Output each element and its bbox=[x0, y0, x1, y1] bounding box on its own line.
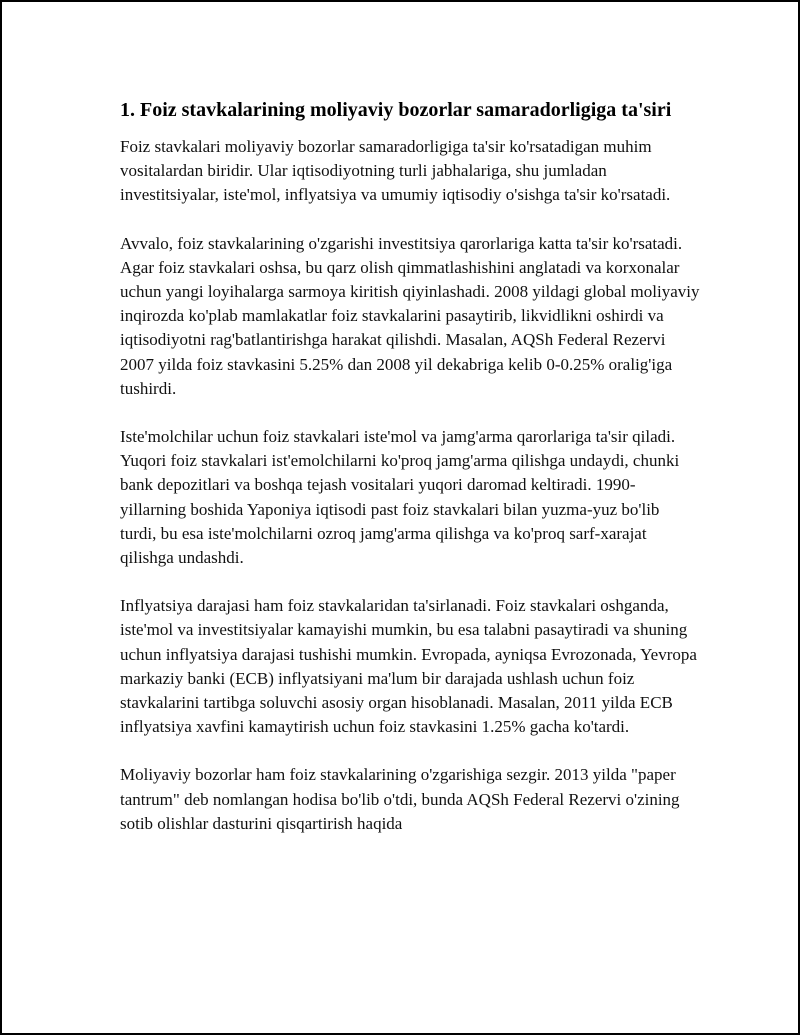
paragraph-markets: Moliyaviy bozorlar ham foiz stavkalarining o'zgarishiga sezgir. 2013 yilda "paper tantrum" deb nomlangan hodisa bo'lib o'tdi, bunda AQSh Federal Rezervi o'zining sotib olishlar dasturini qisqartirish haqida bbox=[120, 765, 680, 833]
paragraph-investment: Avvalo, foiz stavkalarining o'zgarishi investitsiya qarorlariga katta ta'sir ko'rsatadi. Agar foiz stavkalari oshsa, bu qarz olish qimmatlashishini anglatadi va korxonalar uchun yangi loyihalarga sarmoya kiritish qiyinlashadi. 2008 yildagi global moliyaviy inqirozda ko'plab mamlakatlar foiz stavkalarini pasaytirib, likvidlikni oshirdi va iqtisodiyotni rag'batlantirishga harakat qilishdi. Masalan, AQSh Federal Rezervi 2007 yilda foiz stavkasini 5.25% dan 2008 yil dekabriga kelib 0-0.25% oralig'iga tushirdi. bbox=[120, 233, 700, 398]
paragraph-inflation: Inflyatsiya darajasi ham foiz stavkalaridan ta'sirlanadi. Foiz stavkalari oshganda, iste'mol va investitsiyalar kamayishi mumkin, bu esa talabni pasaytiradi va shuning uchun inflyatsiya darajasi tushishi mumkin. Evropada, ayniqsa Evrozonada, Yevropa markaziy banki (ECB) inflyatsiyani ma'lum bir darajada ushlash uchun foiz stavkalarini tartibga soluvchi asosiy organ hisoblanadi. Masalan, 2011 yilda ECB inflyatsiya xavfini kamaytirish uchun foiz stavkasini 1.25% gacha ko'tardi. bbox=[120, 596, 697, 737]
paragraph-intro: Foiz stavkalari moliyaviy bozorlar samaradorligiga ta'sir ko'rsatadigan muhim vositalardan biridir. Ular iqtisodiyotning turli jabhalariga, shu jumladan investitsiyalar, iste'mol, inflyatsiya va umumiy iqtisodiy o'sishga ta'sir ko'rsatadi. bbox=[120, 137, 671, 205]
paragraph-consumers: Iste'molchilar uchun foiz stavkalari iste'mol va jamg'arma qarorlariga ta'sir qiladi. Yuqori foiz stavkalari ist'emolchilarni ko'proq jamg'arma qilishga undaydi, chunki bank depozitlari va boshqa tejash vositalari yuqori daromad keltiradi. 1990-yillarning boshida Yaponiya iqtisodi past foiz stavkalari bilan yuzma-yuz bo'lib turdi, bu esa iste'molchilarni ozroq jamg'arma qilishga va ko'proq sarf-xarajat qilishga undashdi. bbox=[120, 427, 680, 568]
section-heading: 1. Foiz stavkalarining moliyaviy bozorlar samaradorligiga ta'siri bbox=[120, 99, 672, 121]
document-content bbox=[120, 96, 700, 860]
